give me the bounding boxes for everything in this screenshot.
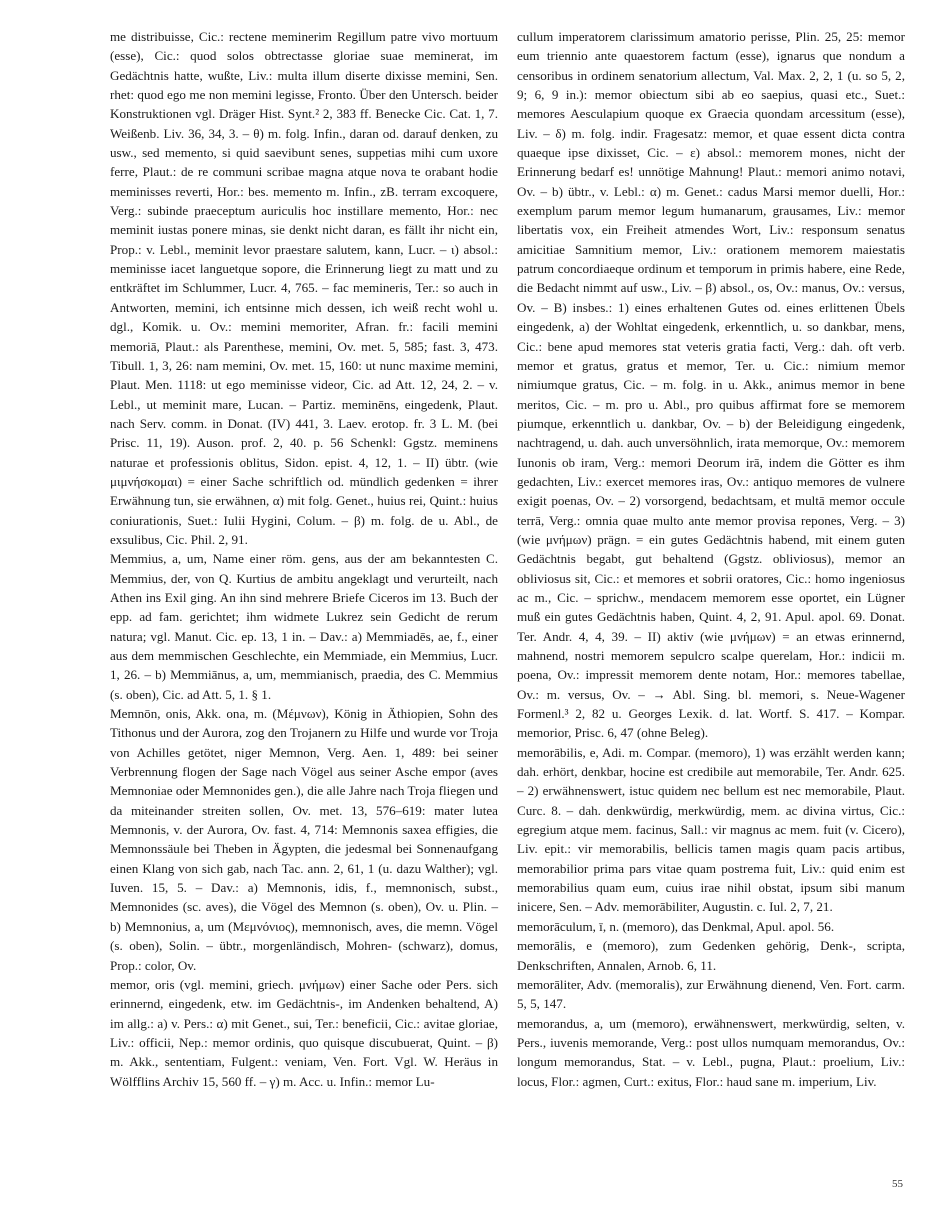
entry-memoralis: memorālis, e (memoro), zum Gedenken gehörig, Denk-, scripta, Denkschriften, Annalen, Arnob. 6, 11. [517, 938, 905, 973]
entry-memorandus: memorandus, a, um (memoro), erwähnenswert, merkwürdig, selten, v. Pers., iuvenis memorande, Verg.: post ullos numquam memorandus, Ov.: longum memorandus, Stat. – v. Lebl., pugna, Plaut.: proelium, Liv.: locus, Flor.: agmen, Curt.: exitus, Flor.: haud sane m. imperium, Liv. [517, 1015, 905, 1089]
entry-memorabilis: memorābilis, e, Adi. m. Compar. (memoro), 1) was erzählt werden kann; dah. erhört, denkbar, hocine est credibile aut memorabile, Ter. Andr. 625. – 2) erwähnenswert, istuc quidem nec bellum est nec memorabile, Plaut. Curc. 8. – dah. denkwürdig, merkwürdig, mem. ac divina virtus, Cic.: egregium atque mem. facinus, Sall.: vir magnus ac mem. fuit (v. Cicero), Liv. epit.: vir memorabilis, bellicis tamen magis quam pacis artibus, memorabilior prima pars vitae quam postrema fuit, Liv.: quid enim est memorabilius quam eum, cuius irae nihil obstat, ipsum sibi manum inicere, Sen. – Adv. memorābiliter, Augustin. c. Iul. 2, 7, 21. [517, 744, 905, 915]
page-number: 55 [892, 1178, 903, 1190]
left-column [110, 27, 498, 1091]
entry-meminisse-continued: me distribuisse, Cic.: rectene meminerim Regillum patre vivo mortuum (esse), Cic.: quod solos obtrectasse gloriae suae meminerat, im Gedächtnis hatte, wußte, Liv.: multa illum diserte dixisse memini, Sen. rhet: quod ego me non memini legisse, Fronto. Über den Untersch. beider Konstruktionen vgl. Dräger Hist. Synt.² 2, 383 ff. Benecke Cic. Cat. 1, 7. Weißenb. Liv. 36, 34, 3. – θ) m. folg. Infin., daran od. darauf denken, zu usw., sed memento, si quid saevibunt senes, suppetias mihi cum uxore ferre, Plaut.: de re communi scribae magna atque nova te orabant hodie meminisses reverti, Hor.: bes. memento m. Infin., zB. terram excoquere, Verg.: subinde praeceptum auriculis hoc instillare memento, Hor.: nec meminit iustas ponere minas, sie denkt nicht daran, es fällt ihr nicht ein, Prop.: v. Lebl., meminit levor praestare salutem, kann, Lucr. – ι) absol.: meminisse iacet languetque sopore, die Erinnerung liegt zu matt und zu entkräftet im Schlummer, Lucr. 4, 765. – fac memineris, Ter.: so auch in Antworten, memini, ich entsinne mich dessen, ich weiß recht wohl u. dgl., Komik. u. Ov.: memini memoriter, Afran. fr.: facili memini memoriā, Plaut.: als Parenthese, memini, Ov. met. 5, 585; fast. 3, 473. Tibull. 1, 3, 26: nam memini, Ov. met. 15, 160: ut nunc maxime memini, Plaut. Men. 1118: ut ego meminisse videor, Cic. ad Att. 12, 24, 2. – v. Lebl., ut meminit mare, Lucan. – Partiz. meminēns, eingedenk, Plaut. nach Serv. comm. in Donat. (IV) 441, 3. Laev. erotop. fr. 3 L. M. (bei Prisc. 11, 19). Auson. prof. 2, 40. p. 56 Schenkl: Ggstz. meminens naturae et professionis oblitus, Sidon. epist. 4, 12, 1. – II) übtr. (wie μιμνήσκομαι) = einer Sache schriftlich od. mündlich gedenken = ihrer Erwähnung tun, sie erwähnen, α) mit folg. Genet., huius rei, Quint.: huius coniurationis, Suet.: Iulii Hygini, Colum. – β) m. folg. de u. Abl., de exsulibus, Cic. Phil. 2, 91. [110, 29, 498, 547]
entry-memnon: Memnōn, onis, Akk. ona, m. (Μέμνων), König in Äthiopien, Sohn des Tithonus und der Aurora, zog den Trojanern zu Hilfe und wurde vor Troja von Achilles getötet, niger Memnon, Verg. Aen. 1, 489: bei seiner Verbrennung flogen der Sage nach Vögel aus seiner Asche empor (aves Memnoniae oder Memnonides gen.), die alle Jahre nach Troja fliegen und da miteinander streiten sollen, Ov. met. 13, 576–619: mater lutea Memnonis, v. der Aurora, Ov. fast. 4, 714: Memnonis saxea effigies, die Memnonssäule bei Theben in Ägypten, die jedesmal bei Sonnenaufgang einen Klang von sich gab, nach Tac. ann. 2, 61, 1 (u. dazu Walther); vgl. Iuven. 15, 5. – Dav.: a) Memnonis, idis, f., memnonisch, subst., Memnonides (sc. aves), die Vögel des Memnon (s. oben), Ov. u. Plin. – b) Memnonius, a, um (Μεμνόνιος), memnonisch, aves, die memn. Vögel (s. oben), Solin. – übtr., morgenländisch, Mohren- (schwarz), domus, Prop.: color, Ov. [110, 706, 498, 973]
entry-memor-continued: cullum imperatorem clarissimum amatorio perisse, Plin. 25, 25: memor eum triennio ante quaestorem factum (esse), ignarus que nondum a censoribus in ordinem senatorium allectum, Val. Max. 2, 2, 1 (u. so 5, 2, 9; 6, 9 in.): memor obiectum sibi ab eo saepius, quasi etc., Suet.: memores Aesculapium quoque ex Graecia quondam arcessitum (esse), Liv. – δ) m. folg. indir. Fragesatz: memor, et quae essent dicta contra quaeque ipse dixisset, Cic. – ε) absol.: memorem mones, nicht der Erinnerung bedarf es! unnötige Mahnung! Plaut.: memori animo notavi, Ov. – b) übtr., v. Lebl.: α) m. Genet.: cadus Marsi memor duelli, Hor.: exemplum parum memor legum humanarum, grausames, Liv.: memor libertatis vox, ein Freiheit atmendes Wort, Liv.: responsum senatus amicitiae Samnitium memor, Liv.: orationem memorem maiestatis patrum concordiaeque ordinum et temporum in primis habere, eine Rede, die Bedacht nimmt auf usw., Liv. – β) absol., os, Ov.: manus, Ov.: versus, Ov. – B) insbes.: 1) eines erhaltenen Gutes od. eines erlittenen Übels eingedenk, a) der Wohltat eingedenk, erkenntlich, u. so dankbar, mens, Cic.: bene apud memores stat veteris gratia facti, Verg.: dah. oft verb. memor et gratus, gratus et memor, Ter. u. Cic.: nimium memor nimiumque gratus, Cic. – m. folg. in u. Akk., animus memor in bene meritos, Cic. – m. pro u. Abl., pro quibus affirmat fore se memorem piumque, erkenntlich u. dankbar, Ov. – b) der Beleidigung eingedenk, nachtragend, u. dah. auch unversöhnlich, irata memorque, Ov.: memorem Iunonis ob iram, Verg.: memori Deorum irā, indem die Götter es ihm gedachten, Liv.: exercet memores iras, Ov.: antiquo memores de vulnere exigit poenas, Ov. – 2) vorsorgend, bedachtsam, et multā memor occule terrā, Verg.: omnia quae multo ante memor provisa repones, Verg. – 3) (wie μνήμων) prägn. = ein gutes Gedächtnis habend, mit einem guten Gedächtnis begabt, gut behaltend (Ggstz. obliviosus), memor an obliviosus sit, Cic.: et memores et sobrii oratores, Cic.: homo ingeniosus ac m., Cic. – sprichw., mendacem memorem esse oportet, ein Lügner muß ein gutes Gedächtnis haben, Quint. 4, 2, 91. Apul. apol. 69. Donat. Ter. Andr. 4, 4, 39. – II) aktiv (wie μνήμων) = an etwas erinnernd, mahnend, nostri memorem sepulcro scalpe querelam, Hor.: indicii m. poena, Ov.: impressit memorem dente notam, Hor.: memores tabellae, Ov.: m. versus, Ov. – → Abl. Sing. bl. memori, s. Neue-Wagener Formenl.³ 2, 82 u. Georges Lexik. d. lat. Wortf. S. 417. – Kompar. memorior, Prisc. 6, 47 (ohne Beleg). [517, 29, 905, 741]
entry-memoraculum: memorāculum, ī, n. (memoro), das Denkmal, Apul. apol. 56. [517, 918, 835, 934]
entry-memor: memor, oris (vgl. memini, griech. μνήμων) einer Sache oder Pers. sich erinnernd, eingedenk, etw. im Gedächtnis-, im Andenken behaltend, A) im allg.: a) v. Pers.: α) mit Genet., sui, Ter.: beneficii, Cic.: avitae gloriae, Liv.: officii, Nep.: memor ordinis, quo quisque discubuerat, Quint. – β) m. Akk., sententiam, Fulgent.: veniam, Ven. Fort. Vgl. W. Heräus in Wölfflins Archiv 15, 560 ff. – γ) m. Acc. u. Infin.: memor Lu- [110, 976, 498, 1089]
entry-memmius: Memmius, a, um, Name einer röm. gens, aus der am bekanntesten C. Memmius, der, von Q. Kurtius de ambitu angeklagt und verurteilt, nach Athen ins Exil ging. An ihn sind mehrere Briefe Ciceros im 13. Buch der epp. ad fam. gerichtet; ihm widmete Lukrez sein Gedicht de rerum natura; vgl. Manut. Cic. ep. 13, 1 in. – Dav.: a) Memmiadēs, ae, f., einer aus dem memmischen Geschlechte, ein Memmiade, ein Memmius, Lucr. 1, 26. – b) Memmiānus, a, um, memmianisch, praedia, des C. Memmius (s. oben), Cic. ad Att. 5, 1. § 1. [110, 551, 498, 702]
entry-memoraliter: memorāliter, Adv. (memoralis), zur Erwähnung dienend, Ven. Fort. carm. 5, 5, 147. [517, 976, 905, 1012]
right-column [517, 27, 905, 1091]
